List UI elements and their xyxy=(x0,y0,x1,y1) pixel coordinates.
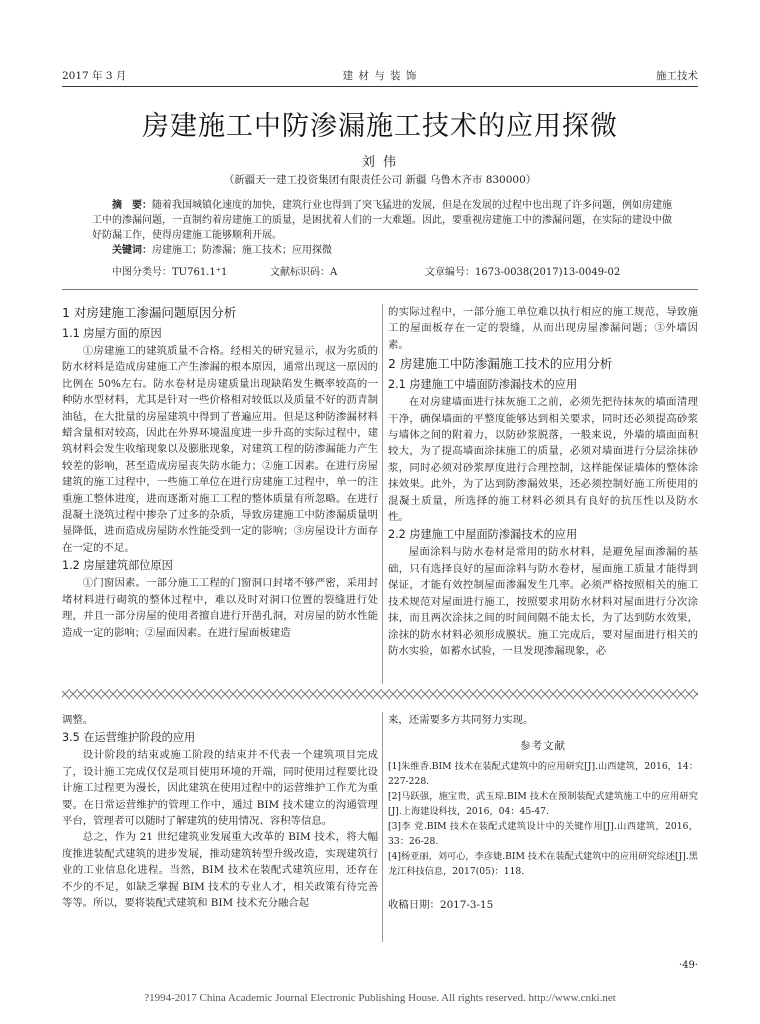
paragraph: 调整。 xyxy=(62,714,94,726)
paragraph: 总之，作为 21 世纪建筑业发展重大改革的 BIM 技术，将大幅度推进装配式建筑的进步发展，推动建筑转型升级改造，实现建筑行业的工业信息化进程。当然，BIM 技术在装配式建筑应用，还存在不少的不足，如缺乏掌握 BIM 技术的专业人才，相关政策有待完善等等。所以，要将装配式建筑和 BIM 技术充分融合起 xyxy=(62,831,378,910)
reference-item: [1]朱维香.BIM 技术在装配式建筑中的应用研究[J].山西建筑，2016，14：227-228. xyxy=(388,760,698,787)
column-2 xyxy=(388,304,698,659)
column-3 xyxy=(62,712,378,911)
section-1-2-heading: 1.2 房屋建筑部位原因 xyxy=(62,559,173,573)
column-4 xyxy=(388,712,698,913)
header-section: 施工技术 xyxy=(656,70,698,82)
abstract-body xyxy=(92,198,672,243)
keywords-text: 房建施工；防渗漏；施工技术；应用探微 xyxy=(152,245,332,256)
abstract xyxy=(92,198,672,258)
paragraph: ①门窗因素。一部分施工工程的门窗洞口封堵不够严密，采用封堵材料进行砌筑的整体过程中，难以及时对洞口位置的裂缝进行处理，并且一部分房屋的使用者擅自进行开凿孔洞，对房屋的防水性能造成一定的影响；②屋面因素。在进行屋面板建造 xyxy=(62,577,378,639)
references-heading: 参考文献 xyxy=(520,740,566,753)
header-rule xyxy=(62,86,698,87)
keywords xyxy=(92,243,672,258)
paragraph: 的实际过程中，一部分施工单位难以执行相应的施工规范，导致施工的屋面板存在一定的裂缝，从而出现房屋渗漏问题；③外墙因素。 xyxy=(388,306,698,351)
paragraph: 在对房建墙面进行抹灰施工之前，必须先把待抹灰的墙面清理干净，确保墙面的平整度能够达到相关要求，同时还必须提高砂浆与墙体之间的附着力，以防砂浆脱落，一般来说，外墙的墙面面积较大，为了提高墙面涂抹施工的质量，必须对墙面进行分层涂抹砂浆，同时必须对砂浆厚度进行合理控制，这样能保证墙体的整体涂抹效果。此外，为了达到防渗漏效果，还必须控制好施工所使用的混凝土质量，所选择的施工材料必须具有良好的抗压性以及防水性。 xyxy=(388,396,698,524)
reference-item: [3]李 党.BIM 技术在装配式建筑设计中的关键作用[J].山西建筑，2016，33：26-28. xyxy=(388,820,698,847)
page-number: ·49· xyxy=(678,960,698,971)
paragraph: 来，还需要多方共同努力实现。 xyxy=(388,714,534,726)
received-date: 收稿日期：2017-3-15 xyxy=(388,898,494,911)
reference-item: [4]杨亚丽，刘可心，李彦婕.BIM 技术在装配式建筑中的应用研究综述[J].黑龙江科技信息，2017(05)：118. xyxy=(388,850,698,877)
header-journal: 建 材 与 装 饰 xyxy=(342,70,418,82)
abstract-label: 摘 要： xyxy=(112,200,152,211)
paragraph: ①房建施工的建筑质量不合格。经相关的研究显示，叔为劣质的防水材料是造成房建施工产生渗漏的根本原因，通常出现这一原因的比例在 50%左右。防水卷材是房建质量出现缺陷发生概率较高的一种防水型材料，尤其是针对一些价格相对较低以及质量不好的沥青制油毡，在大批量的房屋建筑中得到了普遍应用。但是这种防渗漏材料蜡含量相对较高，因此在外界环境温度进一步升高的实际过程中，建筑材料会发生收缩现象以及膨胀现象，对建筑工程的防渗漏能力产生较差的影响，甚至造成房屋丧失防水能力；②施工因素。在进行房屋建筑的施工过程中，一些施工单位在进行房建施工过程中，单一的注重施工整体进度，进而逐渐对施工工程的整体质量有所忽略。在进行混凝土浇筑过程中掺杂了过多的杂质，导致房建施工中防渗漏质量明显降低，进而造成房屋防水性能受到一定的影响；③房屋设计方面存在一定的不足。 xyxy=(62,345,378,554)
references-list xyxy=(388,759,698,879)
column-divider xyxy=(382,712,383,942)
article-number: 文章编号：1673-0038(2017)13-0049-02 xyxy=(425,267,621,278)
abstract-text: 随着我国城镇化速度的加快，建筑行业也得到了突飞猛进的发展，但是在发展的过程中也出现了许多问题，例如房建施工中的渗漏问题，一直制约着房建施工的质量，是困扰着人们的一大难题。因此，要重视房建施工中的渗漏问题，在实际的建设中做好防漏工作，使得房建施工能够顺利开展。 xyxy=(92,200,672,241)
column-1 xyxy=(62,302,378,641)
document-code: 文献标识码：A xyxy=(270,267,338,278)
section-1-1-heading: 1.1 房屋方面的原因 xyxy=(62,327,162,340)
section-separator xyxy=(62,689,698,699)
header-date: 2017 年 3 月 xyxy=(62,70,127,82)
author: 刘 伟 xyxy=(361,155,399,170)
abstract-rule xyxy=(62,289,698,290)
section-1-heading: 1 对房建施工渗漏问题原因分析 xyxy=(62,305,237,320)
section-2-1-heading: 2.1 房建施工中墙面防渗漏技术的应用 xyxy=(388,378,578,392)
column-divider xyxy=(382,304,383,684)
copyright-footer: ?1994-2017 China Academic Journal Electronic Publishing House. All rights reserved. http://www.cnki.net xyxy=(144,992,616,1004)
running-header xyxy=(62,66,698,84)
section-3-5-heading: 3.5 在运营维护阶段的应用 xyxy=(62,731,196,745)
section-2-2-heading: 2.2 房建施工中屋面防渗漏技术的应用 xyxy=(388,528,578,542)
clc-number: 中图分类号：TU761.1⁺1 xyxy=(112,267,228,278)
paragraph: 设计阶段的结束或施工阶段的结束并不代表一个建筑项目完成了，设计施工完成仅仅是项目使用环境的开端，同时使用过程要比设计施工过程更为漫长，因此建筑在使用过程中的运营维护工作尤为重要。在日常运营维护的管理工作中，通过 BIM 技术建立的沟通管理平台，管理者可以随时了解建筑的使用情况、容积等信息。 xyxy=(62,749,378,828)
reference-item: [2]马跃强，施宝贵，武玉琼.BIM 技术在预制装配式建筑施工中的应用研究[J].上海建设科技，2016，04：45-47. xyxy=(388,790,698,817)
paragraph: 屋面涂料与防水卷材是常用的防水材料，是避免屋面渗漏的基础，只有选择良好的屋面涂料与防水卷材，屋面施工质量才能得到保证，才能有效控制屋面渗漏发生几率。必须严格按照相关的施工技术规范对屋面进行施工，按照要求用防水材料对屋面进行分次涂抹，而且两次涂抹之间的时间间隔不能太长，为了达到防水效果，涂抹的防水材料必须形成膜状。施工完成后，要对屋面进行相关的防水实验，如蓄水试验，一旦发现渗漏现象，必 xyxy=(388,546,698,657)
keywords-label: 关键词： xyxy=(112,245,152,256)
article-title: 房建施工中防渗漏施工技术的应用探微 xyxy=(142,111,618,142)
affiliation: （新疆天一建工投资集团有限责任公司 新疆 乌鲁木齐市 830000） xyxy=(223,174,537,186)
section-2-heading: 2 房建施工中防渗漏施工技术的应用分析 xyxy=(388,356,613,372)
